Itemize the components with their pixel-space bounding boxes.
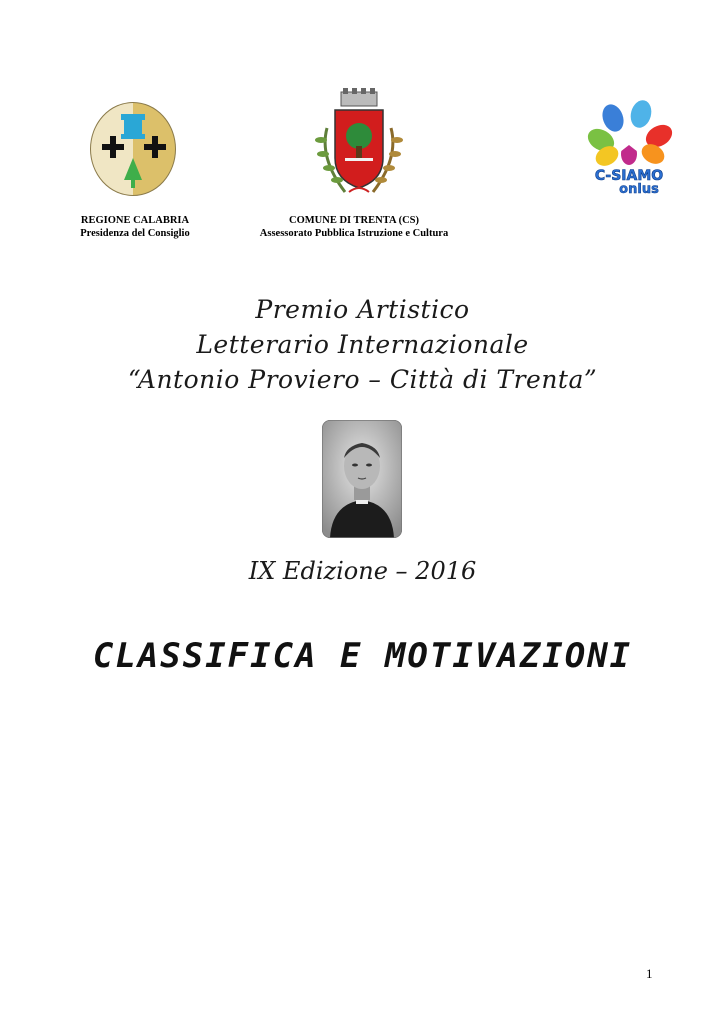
c-siamo-logo-text: C-SIAMO: [594, 168, 664, 184]
regione-caption: [64, 214, 206, 240]
title-line-1: Premio Artistico: [255, 295, 470, 324]
onlus-logo-text: onlus: [619, 182, 659, 197]
comune-trenta-logo-icon: [305, 88, 413, 206]
main-heading: CLASSIFICA E MOTIVAZIONI: [92, 636, 633, 676]
title-line-2: Letterario Internazionale: [196, 330, 529, 359]
comune-name: COMUNE DI TRENTA (CS): [289, 215, 419, 226]
portrait-photo-icon: [322, 420, 402, 538]
regione-calabria-logo-icon: [88, 100, 178, 198]
regione-name: REGIONE CALABRIA: [80, 215, 190, 226]
regione-subtitle: Presidenza del Consiglio: [80, 228, 190, 239]
c-siamo-onlus-logo-icon: [583, 96, 675, 198]
page-number: 1: [646, 966, 653, 981]
title-line-3: “Antonio Proviero – Città di Trenta”: [127, 365, 598, 394]
comune-caption: [236, 214, 472, 240]
comune-subtitle: Assessorato Pubblica Istruzione e Cultura: [259, 228, 449, 239]
prize-title: [0, 292, 725, 397]
edition-subtitle: IX Edizione – 2016: [248, 557, 477, 585]
